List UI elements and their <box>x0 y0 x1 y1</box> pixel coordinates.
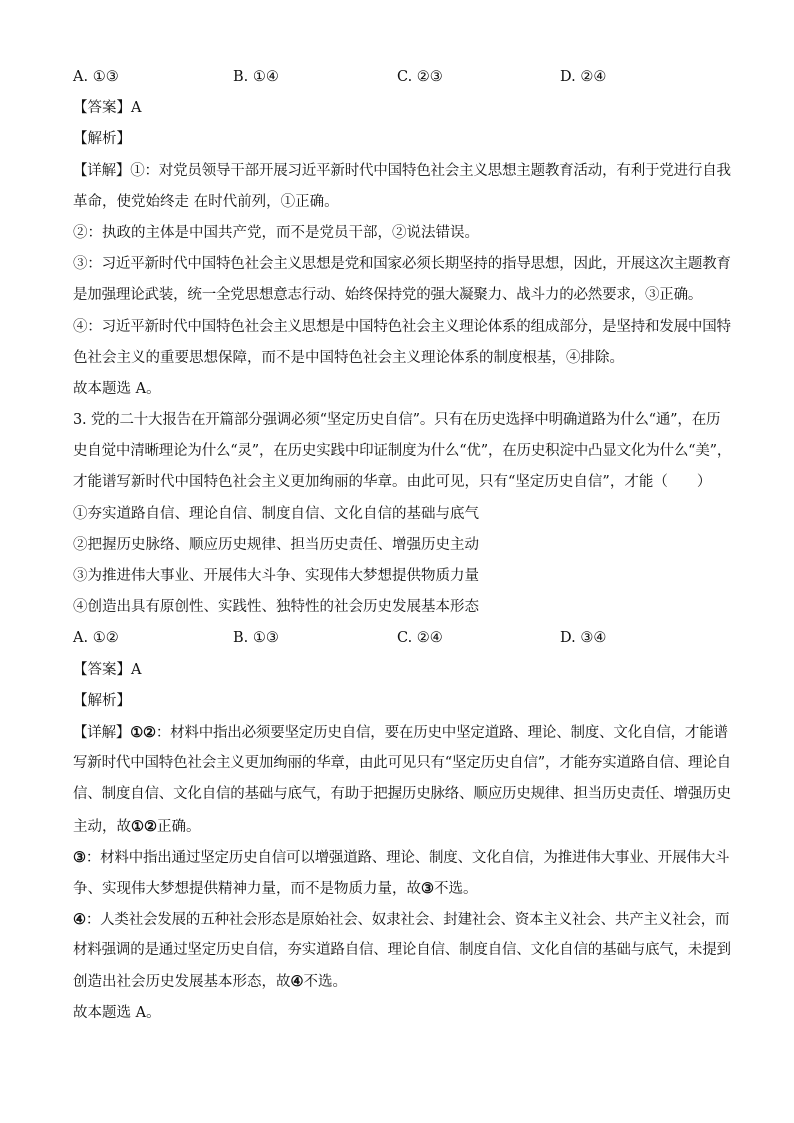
q2-detail-line-2: 革命，使党始终走 在时代前列，①正确。 <box>73 193 339 210</box>
q3-detail-3-line-3: 创造出社会历史发展基本形态，故④不选。 <box>73 973 347 991</box>
q2-answer-value: A <box>131 100 142 117</box>
q3-detail-1-line-2: 写新时代中国特色社会主义更加绚丽的华章，由此可见只有“坚定历史自信”，才能夯实道路自信、理论自 <box>73 755 731 772</box>
q3-detail-1-line-1: 【详解】①②：材料中指出必须要坚定历史自信，要在历史中坚定道路、理论、制度、文化自信，才能谱 <box>73 723 728 741</box>
q2-detail-line-5: 是加强理论武装，统一全党思想意志行动、始终保持党的强大凝聚力、战斗力的必然要求，③正确。 <box>73 287 703 304</box>
q3-detail-1-label: ①② <box>130 723 156 741</box>
q3-options <box>73 623 753 654</box>
q2-option-d: D. ②④ <box>560 69 607 85</box>
q3-conclusion: 故本题选 A。 <box>73 1004 161 1021</box>
q2-option-c: C. ②③ <box>397 69 443 85</box>
q3-option-a: A. ①② <box>73 630 119 647</box>
q3-answer <box>73 655 753 686</box>
q2-detail-line-6: ④：习近平新时代中国特色社会主义思想是中国特色社会主义理论体系的组成部分，是坚持和发展中国特 <box>73 318 731 335</box>
q3-detail-3-label: ④ <box>73 911 86 929</box>
q3-item-1: ①夯实道路自信、理论自信、制度自信、文化自信的基础与底气 <box>73 505 479 522</box>
q2-option-a: A. ①③ <box>73 69 119 85</box>
q3-option-b: B. ①③ <box>233 630 279 647</box>
q3-stem-line-3: 才能谱写新时代中国特色社会主义更加绚丽的华章。由此可见，只有“坚定历史自信”，才能（ ） <box>73 474 712 491</box>
q2-detail-line-7: 色社会主义的重要思想保障，而不是中国特色社会主义理论体系的制度根基，④排除。 <box>73 349 624 366</box>
q2-detail-line-3: ②：执政的主体是中国共产党，而不是党员干部，②说法错误。 <box>73 224 479 241</box>
q2-detail-line-4: ③：习近平新时代中国特色社会主义思想是党和国家必须长期坚持的指导思想，因此，开展这次主题教育 <box>73 256 731 273</box>
q3-answer-value: A <box>131 661 142 678</box>
q3-option-c: C. ②④ <box>397 630 443 647</box>
q3-detail-1-line-3: 信、制度自信、文化自信的基础与底气，有助于把握历史脉络、顺应历史规律、担当历史责任、增强历史 <box>73 786 731 803</box>
q3-item-3: ③为推进伟大事业、开展伟大斗争、实现伟大梦想提供物质力量 <box>73 568 479 584</box>
q3-detail-2-line-1: ③：材料中指出通过坚定历史自信可以增强道路、理论、制度、文化自信，为推进伟大事业、开展伟大斗 <box>73 848 730 866</box>
document-page <box>73 62 753 1029</box>
q2-detail-tag: 【详解】 <box>73 162 131 179</box>
q3-analysis-tag: 【解析】 <box>73 692 131 709</box>
q2-options <box>73 62 753 93</box>
q3-detail-3-line-1: ④：人类社会发展的五种社会形态是原始社会、奴隶社会、封建社会、资本主义社会、共产主义社会，而 <box>73 911 730 929</box>
q2-analysis-tag: 【解析】 <box>73 131 131 148</box>
q2-option-b: B. ①④ <box>233 69 279 85</box>
q3-item-2: ②把握历史脉络、顺应历史规律、担当历史责任、增强历史主动 <box>73 536 479 553</box>
q2-answer <box>73 93 753 124</box>
q3-stem-line-1: 3. 党的二十大报告在开篇部分强调必须“坚定历史自信”。只有在历史选择中明确道路为什么“通”，在历 <box>73 412 721 429</box>
q3-option-d: D. ③④ <box>560 630 607 647</box>
q3-detail-2-label: ③ <box>73 848 86 866</box>
q3-detail-2-line-2: 争、实现伟大梦想提供精神力量，而不是物质力量，故③不选。 <box>73 879 478 897</box>
q2-answer-tag: 【答案】 <box>73 100 131 117</box>
q3-item-4: ④创造出具有原创性、实践性、独特性的社会历史发展基本形态 <box>73 599 479 616</box>
q2-detail-line-1: 【详解】①：对党员领导干部开展习近平新时代中国特色社会主义思想主题教育活动，有利于党进行自我 <box>73 162 731 179</box>
q3-detail-tag: 【详解】 <box>73 724 131 741</box>
q2-conclusion: 故本题选 A。 <box>73 380 161 397</box>
q3-answer-tag: 【答案】 <box>73 661 131 678</box>
q3-stem-line-2: 史自觉中清晰理论为什么“灵”，在历史实践中印证制度为什么“优”，在历史积淀中凸显文化为什么“美”， <box>73 443 732 460</box>
q3-detail-1-line-4: 主动，故①②正确。 <box>73 817 201 835</box>
q3-detail-3-line-2: 材料强调的是通过坚定历史自信，夯实道路自信、理论自信、制度自信、文化自信的基础与底气，未提到 <box>73 942 731 959</box>
